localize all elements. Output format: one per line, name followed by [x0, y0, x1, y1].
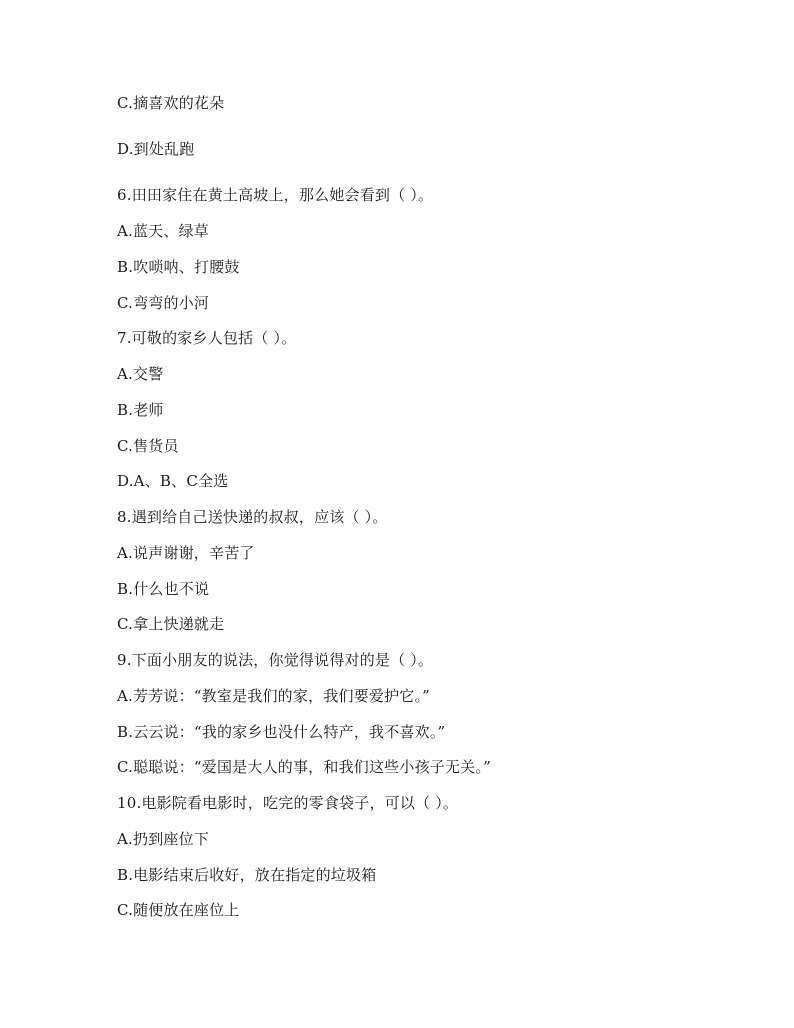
option-6b: B.吹唢呐、打腰鼓 — [117, 258, 240, 276]
option-9c: C.聪聪说：“爱国是大人的事，和我们这些小孩子无关。” — [117, 758, 491, 776]
option-5c: C.摘喜欢的花朵 — [117, 94, 225, 112]
option-9b: B.云云说：“我的家乡也没什么特产，我不喜欢。” — [117, 723, 446, 741]
option-5d: D.到处乱跑 — [117, 140, 195, 158]
option-10a: A.扔到座位下 — [117, 830, 210, 848]
question-9: 9.下面小朋友的说法，你觉得说得对的是（ ）。 — [117, 651, 434, 669]
option-8a: A.说声谢谢，辛苦了 — [117, 544, 255, 562]
option-7a: A.交警 — [117, 365, 164, 383]
question-10: 10.电影院看电影时，吃完的零食袋子，可以（ ）。 — [117, 794, 459, 812]
question-7: 7.可敬的家乡人包括（ ）。 — [117, 329, 297, 347]
option-10c: C.随便放在座位上 — [117, 901, 240, 919]
option-10b: B.电影结束后收好，放在指定的垃圾箱 — [117, 866, 377, 884]
option-8c: C.拿上快递就走 — [117, 615, 225, 633]
option-7b: B.老师 — [117, 401, 164, 419]
option-7d: D.A、B、C全选 — [117, 472, 229, 490]
question-6: 6.田田家住在黄土高坡上，那么她会看到（ ）。 — [117, 186, 434, 204]
option-7c: C.售货员 — [117, 437, 179, 455]
option-8b: B.什么也不说 — [117, 580, 210, 598]
question-8: 8.遇到给自己送快递的叔叔，应该（ ）。 — [117, 508, 388, 526]
option-9a: A.芳芳说：“教室是我们的家，我们要爱护它。” — [117, 687, 431, 705]
option-6c: C.弯弯的小河 — [117, 294, 210, 312]
option-6a: A.蓝天、绿草 — [117, 222, 210, 240]
